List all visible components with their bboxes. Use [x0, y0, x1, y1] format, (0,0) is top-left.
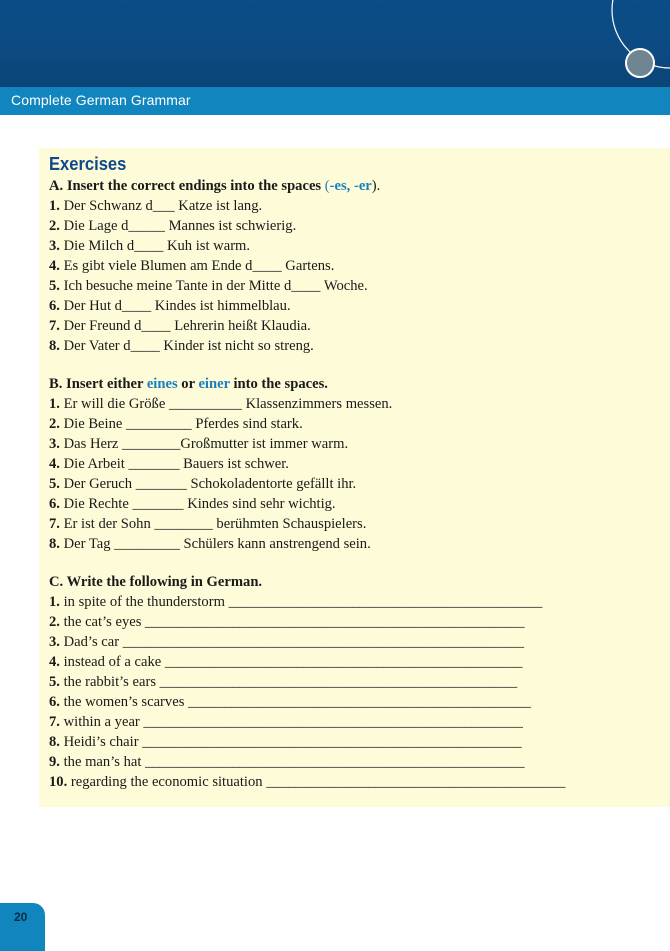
item-text: instead of a cake _________________________________________________: [59, 654, 523, 670]
item-text: Das Herz ________Großmutter ist immer warm.: [59, 436, 349, 452]
page-number-tab: [0, 903, 45, 951]
exercise-item: [49, 534, 659, 554]
item-text: Dad’s car _______________________________________________________: [59, 634, 525, 650]
section-a-heading-text: A. Insert the correct endings into the spaces: [49, 178, 325, 194]
item-number: 3.: [49, 436, 60, 452]
section-b-heading-end: into the spaces.: [229, 376, 328, 392]
item-text: regarding the economic situation _________________________________________: [67, 774, 566, 790]
exercise-item: [49, 732, 659, 752]
exercise-item: [49, 394, 659, 414]
section-a-endings: -es, -er: [329, 178, 372, 194]
exercise-item: [49, 612, 659, 632]
item-text: Der Geruch _______ Schokoladentorte gefällt ihr.: [59, 476, 357, 492]
section-b-or: or: [177, 376, 199, 392]
section-b-word-einer: einer: [198, 376, 230, 392]
exercise-item: [49, 276, 659, 296]
item-number: 8.: [49, 536, 60, 552]
book-title: Complete German Grammar: [11, 92, 191, 108]
item-number: 3.: [49, 634, 60, 650]
item-number: 8.: [49, 338, 60, 354]
item-text: Die Lage d_____ Mannes ist schwierig.: [59, 218, 297, 234]
section-b-heading: [49, 374, 659, 394]
section-a-heading: [49, 176, 659, 196]
exercise-item: [49, 672, 659, 692]
exercise-content: [49, 152, 659, 792]
exercise-item: [49, 296, 659, 316]
item-text: Der Tag _________ Schülers kann anstrengend sein.: [59, 536, 371, 552]
item-number: 8.: [49, 734, 60, 750]
exercise-item: [49, 216, 659, 236]
section-b-list: [49, 394, 659, 554]
item-text: Ich besuche meine Tante in der Mitte d____ Woche.: [59, 278, 368, 294]
item-text: the rabbit’s ears _________________________________________________: [59, 674, 518, 690]
item-number: 7.: [49, 318, 60, 334]
item-text: Die Rechte _______ Kindes sind sehr wichtig.: [59, 496, 336, 512]
section-a-list: [49, 196, 659, 356]
item-text: the cat’s eyes ____________________________________________________: [59, 614, 525, 630]
deco-dot: [626, 49, 654, 77]
item-number: 5.: [49, 674, 60, 690]
item-text: Die Milch d____ Kuh ist warm.: [59, 238, 251, 254]
item-number: 1.: [49, 198, 60, 214]
item-text: Der Schwanz d___ Katze ist lang.: [59, 198, 263, 214]
exercise-item: [49, 236, 659, 256]
item-number: 2.: [49, 416, 60, 432]
item-text: Er ist der Sohn ________ berühmten Schauspielers.: [59, 516, 367, 532]
exercise-item: [49, 692, 659, 712]
book-title-bar: [0, 87, 670, 115]
item-number: 2.: [49, 218, 60, 234]
item-number: 5.: [49, 476, 60, 492]
exercise-item: [49, 434, 659, 454]
item-text: Er will die Größe __________ Klassenzimmers messen.: [59, 396, 393, 412]
item-number: 9.: [49, 754, 60, 770]
section-c-heading: C. Write the following in German.: [49, 574, 263, 590]
item-number: 6.: [49, 694, 60, 710]
item-text: Heidi’s chair ____________________________________________________: [59, 734, 522, 750]
section-b-word-eines: eines: [146, 376, 178, 392]
exercise-item: [49, 454, 659, 474]
item-text: Die Beine _________ Pferdes sind stark.: [59, 416, 303, 432]
item-text: the women’s scarves _______________________________________________: [59, 694, 531, 710]
paren-close: ).: [371, 178, 381, 194]
exercise-item: [49, 256, 659, 276]
item-text: in spite of the thunderstorm ___________________________________________: [59, 594, 543, 610]
item-number: 3.: [49, 238, 60, 254]
item-number: 1.: [49, 396, 60, 412]
paren-open: (: [324, 178, 330, 194]
item-number: 1.: [49, 594, 60, 610]
spacer: [49, 356, 659, 374]
page-number: 20: [14, 910, 28, 924]
exercises-heading: Exercises: [49, 154, 127, 174]
item-number: 10.: [49, 774, 68, 790]
item-number: 6.: [49, 298, 60, 314]
item-text: Es gibt viele Blumen am Ende d____ Gartens.: [59, 258, 335, 274]
exercise-item: [49, 632, 659, 652]
item-text: Die Arbeit _______ Bauers ist schwer.: [59, 456, 289, 472]
section-c-list: [49, 592, 659, 792]
exercise-item: [49, 652, 659, 672]
item-number: 4.: [49, 258, 60, 274]
exercise-item: [49, 474, 659, 494]
spacer: [49, 554, 659, 572]
item-number: 7.: [49, 714, 60, 730]
exercise-item: [49, 196, 659, 216]
section-b-heading-text: B. Insert either: [49, 376, 147, 392]
item-text: Der Freund d____ Lehrerin heißt Klaudia.: [59, 318, 311, 334]
exercise-item: [49, 414, 659, 434]
item-text: Der Hut d____ Kindes ist himmelblau.: [59, 298, 291, 314]
item-text: within a year ____________________________________________________: [59, 714, 523, 730]
item-number: 2.: [49, 614, 60, 630]
exercise-item: [49, 514, 659, 534]
item-number: 5.: [49, 278, 60, 294]
item-number: 4.: [49, 654, 60, 670]
item-number: 6.: [49, 496, 60, 512]
item-text: the man’s hat ____________________________________________________: [59, 754, 525, 770]
exercise-item: [49, 772, 659, 792]
item-text: Der Vater d____ Kinder ist nicht so streng.: [59, 338, 314, 354]
exercise-item: [49, 712, 659, 732]
exercise-item: [49, 316, 659, 336]
exercise-item: [49, 494, 659, 514]
exercise-item: [49, 592, 659, 612]
item-number: 7.: [49, 516, 60, 532]
exercise-item: [49, 336, 659, 356]
exercise-item: [49, 752, 659, 772]
item-number: 4.: [49, 456, 60, 472]
